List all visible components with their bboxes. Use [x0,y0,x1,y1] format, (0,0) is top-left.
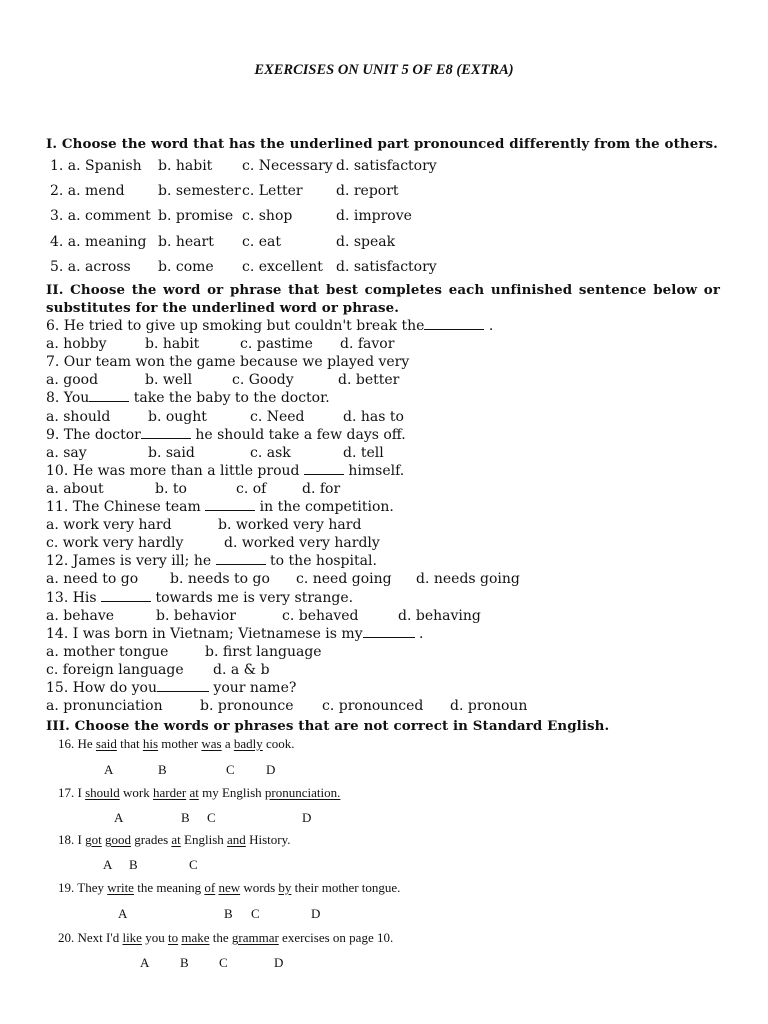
answer-option: b. said [148,444,195,461]
answer-option: 3. a. comment [50,208,151,224]
underlined-word: make [181,930,210,945]
answer-option: d. needs going [416,571,520,588]
choice-letter: C [189,857,198,872]
error-sentence [58,736,295,752]
question-sentence [46,427,406,443]
question-text: 6. He tried to give up smoking but couldn't break the [46,318,425,334]
question-sentence [46,590,353,606]
question-text-end: in the competition. [255,499,394,515]
answer-option: d. speak [336,234,396,250]
question-sentence [46,499,394,515]
answer-option: 5. a. across [50,259,131,275]
sentence-text: the [209,930,232,945]
answer-blank [157,680,209,692]
answer-option: d. satisfactory [336,259,437,275]
answer-option: c. ask [250,444,291,461]
section3-heading: III. Choose the words or phrases that are not correct in Standard English. [46,718,610,734]
answer-blank [424,318,484,330]
question-sentence [46,553,377,569]
question-text-end: take the baby to the doctor. [129,390,330,407]
answer-option: a. about [46,480,104,497]
answer-option: c. shop [242,208,293,224]
answer-option: d. satisfactory [336,158,437,174]
answer-option: d. has to [343,408,404,425]
sentence-text: exercises on page 10. [278,930,394,945]
answer-option: d. favor [340,336,395,353]
answer-option: b. pronounce [200,698,294,715]
underlined-word: like [122,930,142,945]
underlined-word: was [201,736,222,751]
underlined-word: harder [152,785,187,800]
answer-blank [216,553,266,565]
question-text-end: he should take a few days off. [190,426,406,443]
sentence-text: words [240,880,279,895]
answer-option: b. needs to go [170,571,270,588]
answer-option: c. Goody [232,372,294,389]
answer-option: a. mother tongue [46,643,169,660]
choice-letter: D [311,906,321,921]
sentence-text: that [116,736,143,751]
answer-blank [205,499,255,511]
answer-option: d. worked very hardly [224,535,380,552]
answer-option: a. should [46,408,111,425]
question-sentence [46,463,404,479]
answer-option: b. ought [148,408,207,425]
choice-letter: A [114,810,124,825]
error-sentence [58,832,290,848]
choice-letter: C [219,955,228,970]
question-text: 11. The Chinese team [46,499,206,515]
answer-option: d. improve [336,208,412,224]
answer-option: d. pronoun [450,698,528,715]
answer-option: a. behave [46,607,115,624]
answer-option: c. pastime [240,336,313,353]
underlined-word: pronunciation. [264,785,341,800]
underlined-word: by [278,880,292,895]
choice-letter: D [266,762,276,777]
underlined-word: at [189,785,199,800]
choice-letter: C [251,906,260,921]
section2-heading-line2: substitutes for the underlined word or phrase. [46,300,399,316]
answer-option: d. a & b [213,661,270,678]
choice-letter: D [302,810,312,825]
answer-option: c. foreign language [46,661,184,678]
choice-letter: D [274,955,284,970]
answer-option: c. Necessary [242,158,333,174]
choice-letter: A [140,955,150,970]
answer-option: c. excellent [242,259,323,275]
underlined-word: to [167,930,179,945]
choice-letter: C [207,810,216,825]
answer-blank [89,390,129,402]
answer-option: a. need to go [46,571,139,588]
choice-letter: A [104,762,114,777]
question-text: 7. Our team won the game because we played very [46,354,410,371]
question-text-end: towards me is very strange. [151,589,354,606]
answer-blank [101,590,151,602]
sentence-text: you [141,930,168,945]
question-text-end: your name? [208,680,297,696]
answer-option: a. pronunciation [46,698,163,715]
question-sentence [46,354,409,370]
sentence-text: grades [130,832,172,847]
underlined-word: at [171,832,181,847]
sentence-text: a [221,736,234,751]
error-sentence [58,930,393,946]
underlined-word: of [204,880,216,895]
sentence-text: their mother tongue. [291,880,401,895]
answer-blank [363,626,415,638]
question-sentence [46,680,296,696]
sentence-text: 16. He [58,736,96,751]
error-sentence [58,785,340,801]
question-text: 13. His [46,589,102,606]
answer-option: b. to [155,480,187,497]
answer-option: 1. a. Spanish [50,158,142,174]
answer-blank [304,463,344,475]
answer-option: 4. a. meaning [50,234,147,250]
underlined-word: and [227,832,246,847]
question-sentence [46,318,493,334]
answer-option: d. report [336,183,399,199]
section2-heading-line1: II. Choose the word or phrase that best completes each unfinished sentence below or [46,282,720,298]
answer-option: c. need going [296,571,392,588]
underlined-word: good [104,832,131,847]
answer-option: a. hobby [46,336,107,353]
question-text-end: himself. [343,462,405,479]
answer-blank [141,427,191,439]
answer-option: b. behavior [156,607,236,624]
answer-option: b. well [145,372,193,389]
question-text-end: to the hospital. [265,553,377,570]
underlined-word: grammar [231,930,279,945]
choice-letter: A [118,906,128,921]
error-sentence [58,880,400,896]
answer-option: b. worked very hard [218,517,362,534]
sentence-text: work [119,785,153,800]
choice-letter: B [158,762,167,777]
answer-option: c. of [236,480,267,497]
sentence-text: my English [198,785,265,800]
sentence-text: 19. They [58,880,108,895]
sentence-text: 20. Next I'd [58,930,123,945]
answer-option: b. first language [205,643,322,660]
underlined-word: new [218,880,241,895]
answer-option: b. semester [158,183,241,199]
question-text: 10. He was more than a little proud [46,462,304,479]
question-sentence [46,626,424,642]
answer-option: a. work very hard [46,517,172,534]
sentence-text: History. [245,832,291,847]
sentence-text: 18. I [58,832,86,847]
answer-option: d. tell [343,444,384,461]
answer-option: 2. a. mend [50,183,125,199]
choice-letter: B [181,810,190,825]
underlined-word: badly [233,736,263,751]
answer-option: b. habit [145,336,200,353]
answer-option: a. say [46,444,87,461]
underlined-word: his [142,736,159,751]
sentence-text: cook. [262,736,295,751]
worksheet-title: EXERCISES ON UNIT 5 OF E8 (EXTRA) [254,62,514,78]
question-text: 12. James is very ill; he [46,553,216,570]
sentence-text: the meaning [133,880,205,895]
question-text-end: . [414,625,424,642]
choice-letter: B [129,857,138,872]
choice-letter: B [180,955,189,970]
answer-option: a. good [46,372,99,389]
question-text: 15. How do you [46,680,157,696]
answer-option: b. habit [158,158,213,174]
answer-option: b. heart [158,234,214,250]
underlined-word: write [107,880,134,895]
sentence-text: mother [158,736,202,751]
answer-option: c. work very hardly [46,535,184,552]
question-text: 9. The doctor [46,426,141,443]
answer-option: d. for [302,480,341,497]
underlined-word: said [95,736,117,751]
question-text-end: . [484,318,494,334]
answer-option: c. Need [250,408,305,425]
sentence-text: English [180,832,228,847]
section1-heading: I. Choose the word that has the underlined part pronounced differently from the others. [46,136,718,152]
answer-option: c. pronounced [322,698,424,715]
underlined-word: should [85,785,120,800]
choice-letter: A [103,857,113,872]
question-sentence [46,390,330,406]
answer-option: c. eat [242,234,281,250]
question-text: 14. I was born in Vietnam; Vietnamese is my [46,625,363,642]
choice-letter: B [224,906,233,921]
answer-option: d. better [338,372,400,389]
answer-option: c. Letter [242,183,303,199]
answer-option: b. come [158,259,214,275]
question-text: 8. You [46,390,90,407]
answer-option: d. behaving [398,607,481,624]
underlined-word: got [85,832,102,847]
choice-letter: C [226,762,235,777]
sentence-text: 17. I [58,785,86,800]
answer-option: c. behaved [282,607,359,624]
answer-option: b. promise [158,208,234,224]
